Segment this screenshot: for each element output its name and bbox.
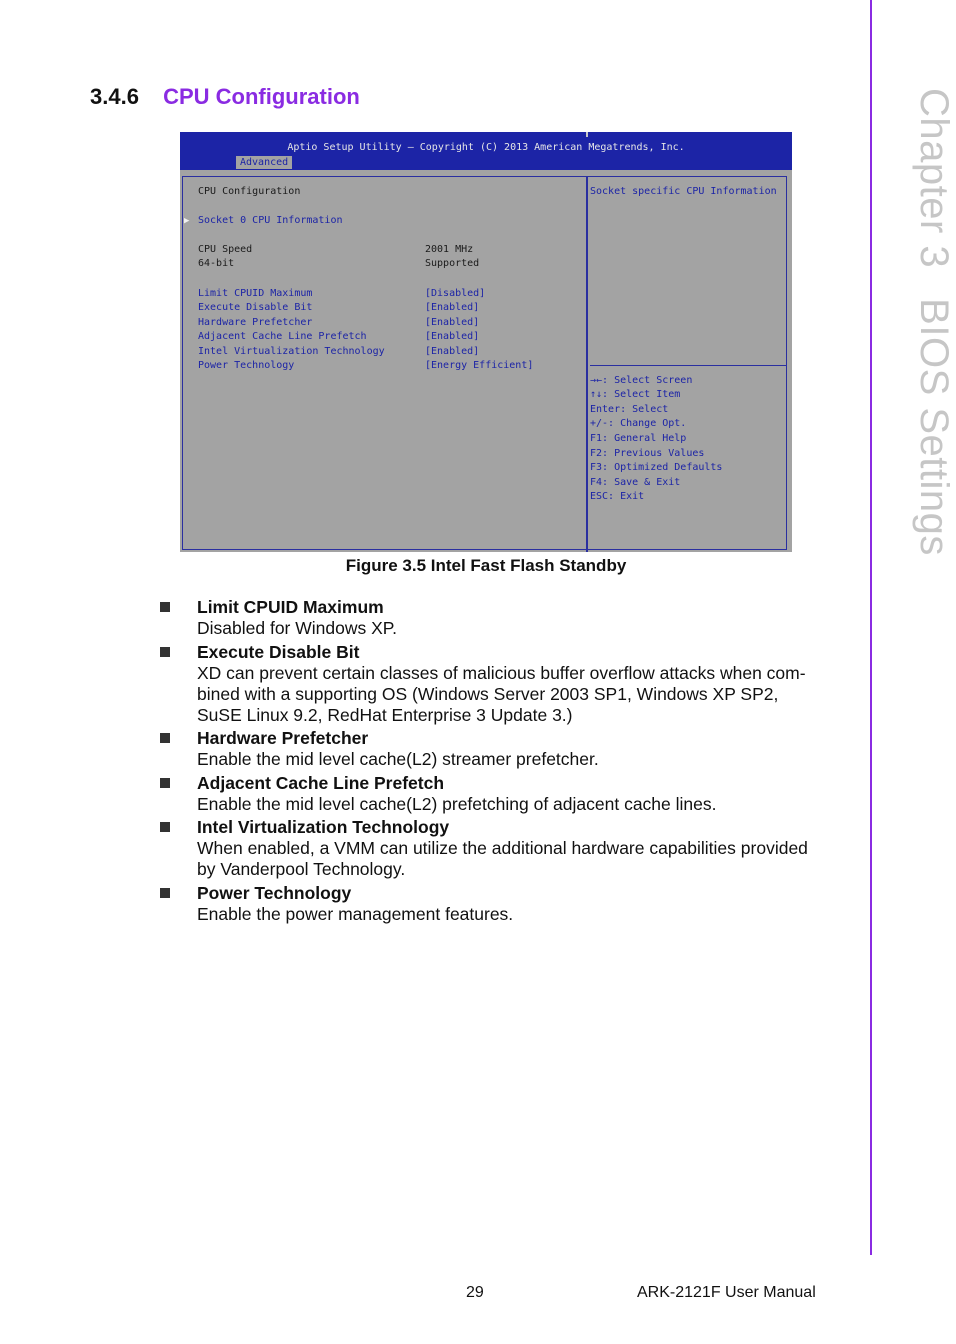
item-title: Limit CPUID Maximum <box>197 597 384 617</box>
bios-submenu-socket0[interactable]: Socket 0 CPU Information <box>198 215 343 226</box>
section-title: CPU Configuration <box>163 84 360 109</box>
bios-option-value[interactable]: [Enabled] <box>425 346 480 357</box>
side-chapter-label: Chapter 3 <box>912 88 956 269</box>
bios-key-hint: ↑↓: Select Item <box>590 389 681 400</box>
item-title: Power Technology <box>197 883 352 903</box>
item-description-line: Disabled for Windows XP. <box>197 618 398 638</box>
item-title: Intel Virtualization Technology <box>197 817 450 837</box>
item-title: Adjacent Cache Line Prefetch <box>197 773 445 793</box>
square-bullet-icon <box>160 733 170 743</box>
bios-tab-advanced[interactable]: Advanced <box>236 156 292 169</box>
bios-help-divider <box>590 365 786 366</box>
item-description-line: Enable the mid level cache(L2) prefetching of adjacent cache lines. <box>197 794 717 814</box>
bios-divider <box>586 176 588 552</box>
bios-info-value: Supported <box>425 258 480 269</box>
section-heading <box>90 84 360 110</box>
bios-option-label[interactable]: Adjacent Cache Line Prefetch <box>198 331 367 342</box>
bios-option-value[interactable]: [Enabled] <box>425 331 480 342</box>
item-description <box>197 838 822 880</box>
bios-option-value[interactable]: [Disabled] <box>425 288 486 299</box>
bios-screenshot <box>180 132 792 552</box>
square-bullet-icon <box>160 822 170 832</box>
bios-option-label[interactable]: Limit CPUID Maximum <box>198 288 313 299</box>
bios-key-hint: F1: General Help <box>590 433 687 444</box>
square-bullet-icon <box>160 602 170 612</box>
manual-title: ARK-2121F User Manual <box>637 1284 816 1301</box>
bios-key-hint: F2: Previous Values <box>590 448 705 459</box>
item-description <box>197 794 822 815</box>
bios-key-hint: F4: Save & Exit <box>590 477 681 488</box>
square-bullet-icon <box>160 778 170 788</box>
bios-top-marker <box>586 132 588 137</box>
chapter-side-tab <box>896 88 956 556</box>
bios-option-value[interactable]: [Energy Efficient] <box>425 360 534 371</box>
bios-key-hint: →←: Select Screen <box>590 375 693 386</box>
item-description-line: When enabled, a VMM can utilize the additional hardware capabilities provided <box>197 838 808 858</box>
side-section-label: BIOS Settings <box>912 298 956 556</box>
item-description-line: Enable the power management features. <box>197 904 514 924</box>
submenu-arrow-icon: ▶ <box>184 216 190 226</box>
bios-key-hint: F3: Optimized Defaults <box>590 462 723 473</box>
bios-option-label[interactable]: Hardware Prefetcher <box>198 317 313 328</box>
bios-option-label[interactable]: Execute Disable Bit <box>198 302 313 313</box>
item-description-line: by Vanderpool Technology. <box>197 859 406 879</box>
bios-option-value[interactable]: [Enabled] <box>425 302 480 313</box>
bios-page-title: CPU Configuration <box>198 186 301 197</box>
item-description <box>197 749 822 770</box>
figure-caption: Figure 3.5 Intel Fast Flash Standby <box>345 556 627 575</box>
item-description-line: XD can prevent certain classes of malicious buffer overflow attacks when com- <box>197 663 806 683</box>
bios-key-hint: Enter: Select <box>590 404 669 415</box>
item-description-line: Enable the mid level cache(L2) streamer prefetcher. <box>197 749 599 769</box>
item-description <box>197 663 822 726</box>
square-bullet-icon <box>160 888 170 898</box>
chapter-side-rule <box>870 0 872 1255</box>
bios-info-value: 2001 MHz <box>425 244 474 255</box>
item-description-line: SuSE Linux 9.2, RedHat Enterprise 3 Update 3.) <box>197 705 573 725</box>
bios-key-hint: ESC: Exit <box>590 491 645 502</box>
square-bullet-icon <box>160 647 170 657</box>
bios-option-label[interactable]: Intel Virtualization Technology <box>198 346 385 357</box>
section-number: 3.4.6 <box>90 84 139 109</box>
item-title: Hardware Prefetcher <box>197 728 369 748</box>
bios-option-label[interactable]: Power Technology <box>198 360 295 371</box>
bios-key-hint: +/-: Change Opt. <box>590 418 687 429</box>
page-number: 29 <box>466 1284 484 1301</box>
item-description <box>197 904 822 925</box>
item-title: Execute Disable Bit <box>197 642 360 662</box>
bios-header: Aptio Setup Utility – Copyright (C) 2013 American Megatrends, Inc. <box>287 142 685 153</box>
bios-info-label: CPU Speed <box>198 244 253 255</box>
item-description <box>197 618 822 639</box>
item-description-line: bined with a supporting OS (Windows Server 2003 SP1, Windows XP SP2, <box>197 684 779 704</box>
bios-info-label: 64-bit <box>198 258 235 269</box>
bios-option-value[interactable]: [Enabled] <box>425 317 480 328</box>
bios-help-text: Socket specific CPU Information <box>590 186 777 197</box>
